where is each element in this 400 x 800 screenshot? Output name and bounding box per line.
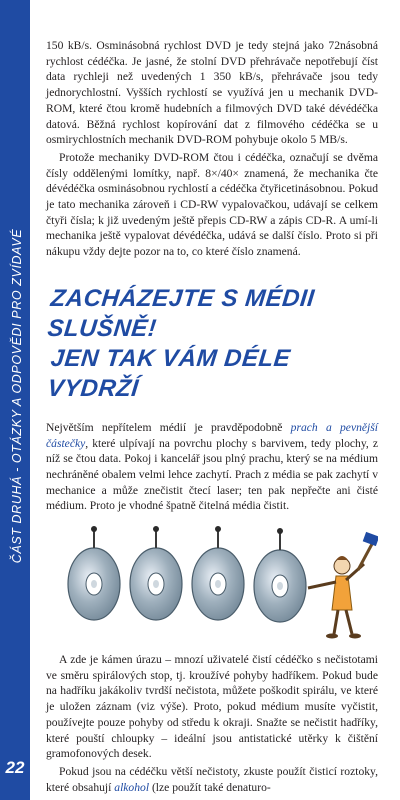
cd-disc-4 [254, 528, 306, 622]
solutions-text-start: Pokud jsou na cédéčku větší nečistoty, zkuste použít čisticí roztoky, které obsahují [46, 764, 378, 794]
paragraph-solutions [46, 764, 378, 795]
dust-text-end: , které ulpívají na povrchu plochy s barvivem, tedy plochy, z níž se čtou data. Pokoj i kancelář jsou plný prachu, který se na médium nechráněné obalem velmi lehce zachytí. Prach z média se pak zachytí v mechanice a může znečistit čtecí laser; ten pak nepřečte ani čisté médium. Proto je vhodné špatně čitelná média čistit. [46, 436, 378, 513]
sidebar [0, 0, 30, 800]
paragraph-cleaning: A zde je kámen úrazu – mnozí uživatelé čistí cédéčko s nečistotami ve směru spirálových stop, tj. kroužívé pohyby hadříkem. Pokud bude na hadříku jakákoliv tvrdší nečistota, můžete poškodit spirálu, ve které je uložen záznam (viz výše). Proto, pokud médium musíte vyčistit, používejte pouze pohyby od středu k okraji. Snažte se nečistit hadříky, které pouští chloupky – ideální jsou antistatické utěrky k čištění gramofonových desek. [46, 653, 378, 761]
heading-line-2: JEN TAK VÁM DÉLE VYDRŽÍ [46, 344, 292, 402]
dust-emphasis: prach a pevnější částečky [46, 420, 378, 450]
cd-disc-2 [130, 526, 182, 620]
cd-disc-1 [68, 526, 120, 620]
paragraph-dvd-speed: 150 kB/s. Osminásobná rychlost DVD je tedy stejná jako 72násobná rychlost cédéčka. Je jasné, že stolní DVD přehrávače nepotřebují číst data rychleji než uvedených 1 350 kB/s, přehrávače jsou tedy jednorychlostní. Vyšších rychlostí se využívá jen u mechanik DVD-ROM, které čtou kromě hudebních a filmových DVD také dévédéčka datová. Běžná rychlost kopírování dat z filmového cédéčka se u osmirychlostních mechanik DVD-ROM pohybuje okolo 5 MB/s. [46, 39, 378, 147]
cd-disc-3 [192, 526, 244, 620]
dust-text-start: Největším nepřítelem médií je pravděpodobně [46, 420, 291, 434]
sidebar-title-text: ČÁST DRUHÁ - OTÁZKY A ODPOVĚDI PRO ZVÍDAVÉ [10, 228, 24, 564]
paragraph-drive-labels: Protože mechaniky DVD-ROM čtou i cédéčka, označují se dvěma čísly oddělenými lomítky, např. 8×/40× znamená, že mechanika čte dévédéčka osminásobnou rychlostí a cédéčka čtyřicetinásobnou. Pokud je tato mechanika zároveň i CD-RW vypalovačkou, udávají se celkem čtyři čísla; k již uvedeným ještě přepis CD-RW a zápis CD-R. A umí-li mechanika ještě vypalovat dévédéčka, udává se další číslo. Proto si při nákupu vždy dejte pozor na to, co které číslo znamená. [46, 150, 378, 259]
heading-line-1: ZACHÁZEJTE S MÉDII SLUŠNĚ! [46, 284, 316, 342]
figure-with-hammer [308, 532, 378, 639]
section-heading [46, 284, 378, 404]
solutions-text-end: (lze použít také denaturo- [149, 780, 271, 794]
cd-cleaning-illustration [46, 524, 378, 642]
page-number: 22 [5, 758, 25, 777]
paragraph-dust [46, 420, 378, 514]
sidebar-title [0, 0, 30, 720]
alcohol-emphasis: alkohol [114, 780, 150, 794]
article [46, 38, 378, 795]
